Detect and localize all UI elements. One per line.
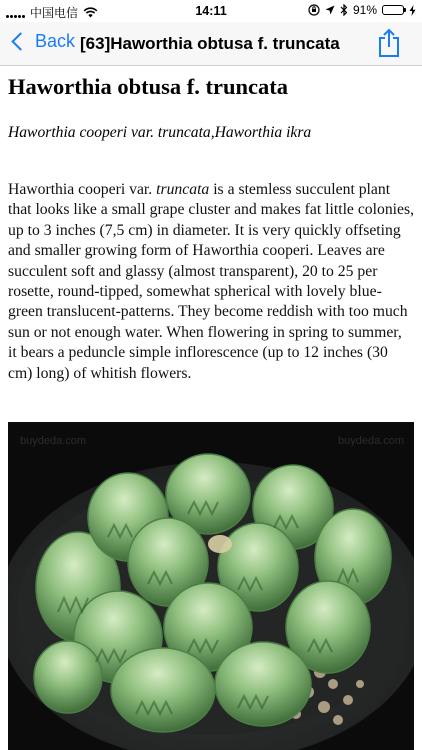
status-right xyxy=(308,3,416,17)
plant-photo-illustration xyxy=(8,422,414,750)
location-arrow-icon xyxy=(325,5,335,15)
carrier-label: 中国电信 xyxy=(30,6,79,20)
description-text-rest: is a stemless succulent plant that looks like a small grape cluster and makes fat little colonies, up to 3 inches (7,5 cm) in diameter. It is very quickly offseting and smaller growing form of Haworthia cooperi. Leaves are succulent soft and glassy (almost transparent), 20 to 25 per rosette, round-tipped, somewhat spherical with lovely blue-green translucent-patterns. They become reddish with too much sun or not enough water. When flowering in spring to summer, it bears a peduncle simple inflorescence (up to 12 inches (30 cm) long) of whitish flowers. xyxy=(8,181,415,382)
share-icon[interactable] xyxy=(376,28,402,58)
description-italic-term: truncata xyxy=(156,181,210,198)
photo-watermark-left: buydeda.com xyxy=(20,435,87,447)
article-title: Haworthia obtusa f. truncata xyxy=(8,74,288,99)
plant-photo xyxy=(8,422,414,750)
back-button[interactable] xyxy=(10,31,75,52)
charging-bolt-icon xyxy=(409,5,416,16)
nav-title: [63]Haworthia obtusa f. truncata xyxy=(80,34,340,53)
description-text-start: Haworthia cooperi var. xyxy=(8,181,157,198)
status-bar xyxy=(0,0,422,22)
battery-percent: 91% xyxy=(352,3,377,17)
navigation-bar xyxy=(0,22,422,66)
status-time: 14:11 xyxy=(195,4,227,18)
photo-watermark-right: buydeda.com xyxy=(338,435,405,447)
article-content xyxy=(0,66,422,750)
battery-icon xyxy=(382,5,404,15)
back-button-label: Back xyxy=(35,31,76,51)
chevron-left-icon xyxy=(11,32,29,50)
article-synonyms: Haworthia cooperi var. truncata,Haworthia ikra xyxy=(8,124,312,141)
article-description xyxy=(8,180,414,384)
orientation-lock-icon xyxy=(308,4,320,16)
bluetooth-icon xyxy=(340,4,348,16)
